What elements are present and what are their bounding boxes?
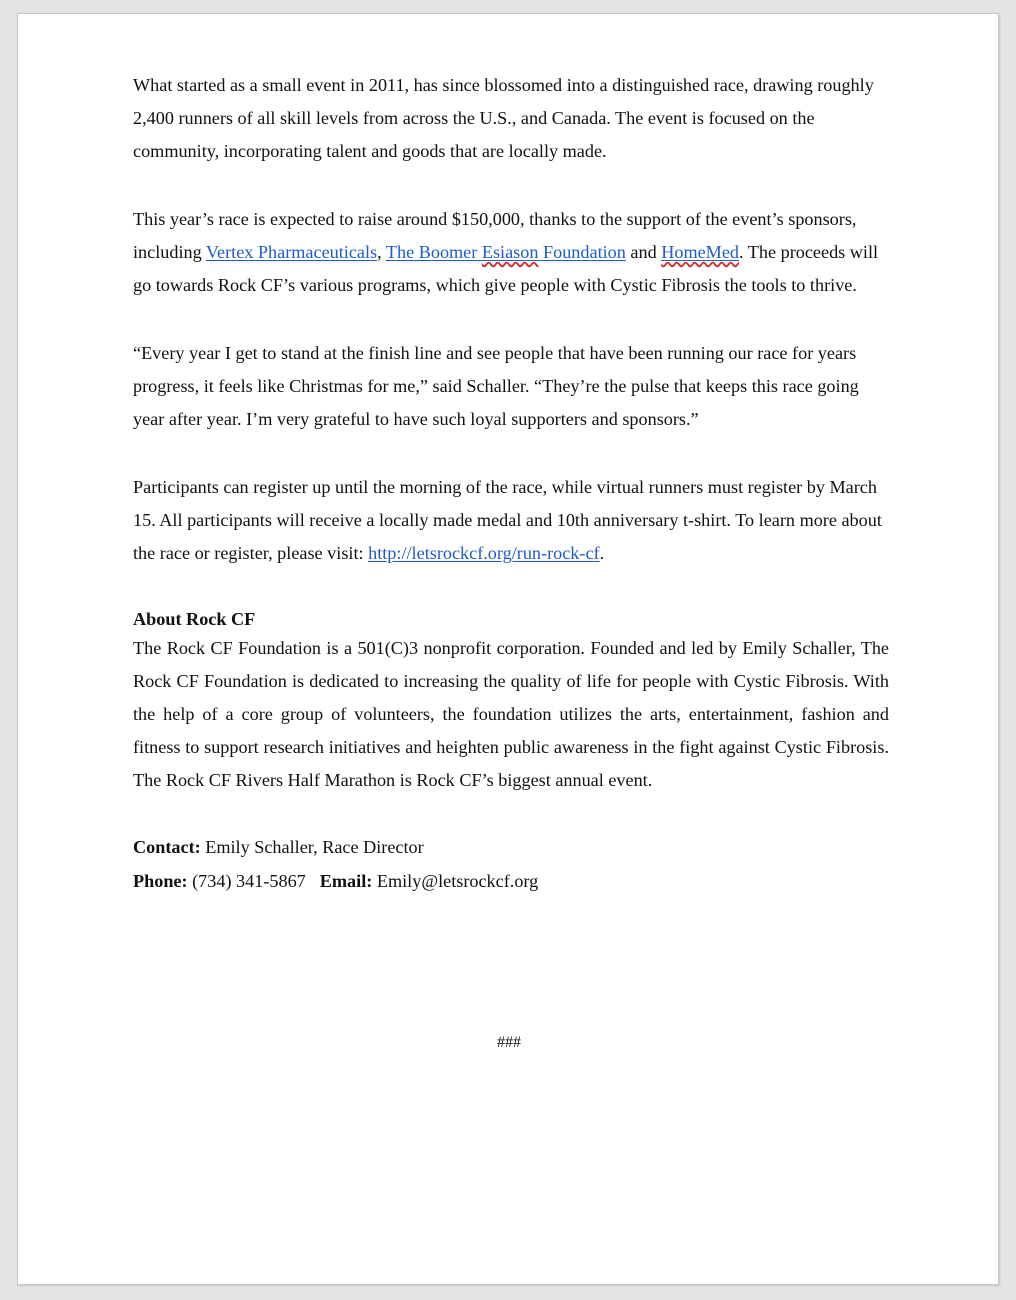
email-label: Email:	[319, 871, 373, 891]
paragraph-quote-schaller: “Every year I get to stand at the finish line and see people that have been running our race for years progress, it feels like Christmas for me,” said Schaller. “They’re the pulse that keeps this race going year after year. I’m very grateful to have such loyal supporters and sponsors.”	[133, 343, 859, 429]
sentence-period: .	[739, 242, 744, 262]
fundraising-intro-text: This year’s race is expected to raise around $150,000, thanks to the support of the event’s sponsors, including	[133, 209, 857, 262]
fundraising-rest-text: The proceeds will go towards Rock CF’s various programs, which give people with Cystic Fibrosis the tools to thrive.	[133, 242, 879, 295]
separator-and: and	[625, 242, 662, 262]
boomer-link-part-2: Foundation	[538, 242, 626, 262]
phone-email-line	[133, 864, 889, 898]
link-vertex-pharmaceuticals[interactable]: Vertex Pharmaceuticals	[205, 242, 378, 262]
contact-line	[133, 830, 889, 864]
paragraph-registration	[133, 471, 889, 570]
link-homemed[interactable]	[661, 242, 739, 262]
spellcheck-flag-homemed: HomeMed	[661, 242, 740, 262]
paragraph-event-history: What started as a small event in 2011, has since blossomed into a distinguished race, drawing roughly 2,400 runners of all skill levels from across the U.S., and Canada. The event is focused on the community, incorporating talent and goods that are locally made.	[133, 75, 874, 161]
separator-comma: ,	[377, 242, 386, 262]
end-of-release-mark: ###	[497, 1034, 521, 1051]
contact-label: Contact:	[133, 837, 201, 857]
email-value: Emily@letsrockcf.org	[372, 871, 539, 891]
contact-value: Emily Schaller, Race Director	[200, 837, 424, 857]
link-run-rock-cf[interactable]: http://letsrockcf.org/run-rock-cf	[368, 543, 600, 563]
phone-label: Phone:	[133, 871, 188, 891]
paragraph-about-rock-cf: The Rock CF Foundation is a 501(C)3 nonprofit corporation. Founded and led by Emily Schaller, The Rock CF Foundation is dedicated to increasing the quality of life for people with Cystic Fibrosis. With the help of a core group of volunteers, the foundation utilizes the arts, entertainment, fashion and fitness to support research initiatives and heighten public awareness in the fight against Cystic Fibrosis. The Rock CF Rivers Half Marathon is Rock CF’s biggest annual event.	[133, 638, 889, 790]
document-page	[17, 13, 999, 1285]
link-boomer-esiason-foundation[interactable]	[386, 242, 626, 262]
registration-text: Participants can register up until the morning of the race, while virtual runners must register by March 15. All participants will receive a locally made medal and 10th anniversary t-shirt. To learn more about the race or register, please visit:	[133, 477, 882, 563]
registration-end-period: .	[599, 543, 605, 563]
boomer-link-part-1: The Boomer	[385, 242, 482, 262]
phone-value: (734) 341-5867	[187, 871, 306, 891]
contact-block	[133, 830, 889, 898]
document-body	[133, 69, 889, 898]
paragraph-fundraising	[133, 203, 889, 302]
heading-about-rock-cf: About Rock CF	[133, 609, 256, 629]
spellcheck-flag-esiason: Esiason	[481, 242, 539, 262]
